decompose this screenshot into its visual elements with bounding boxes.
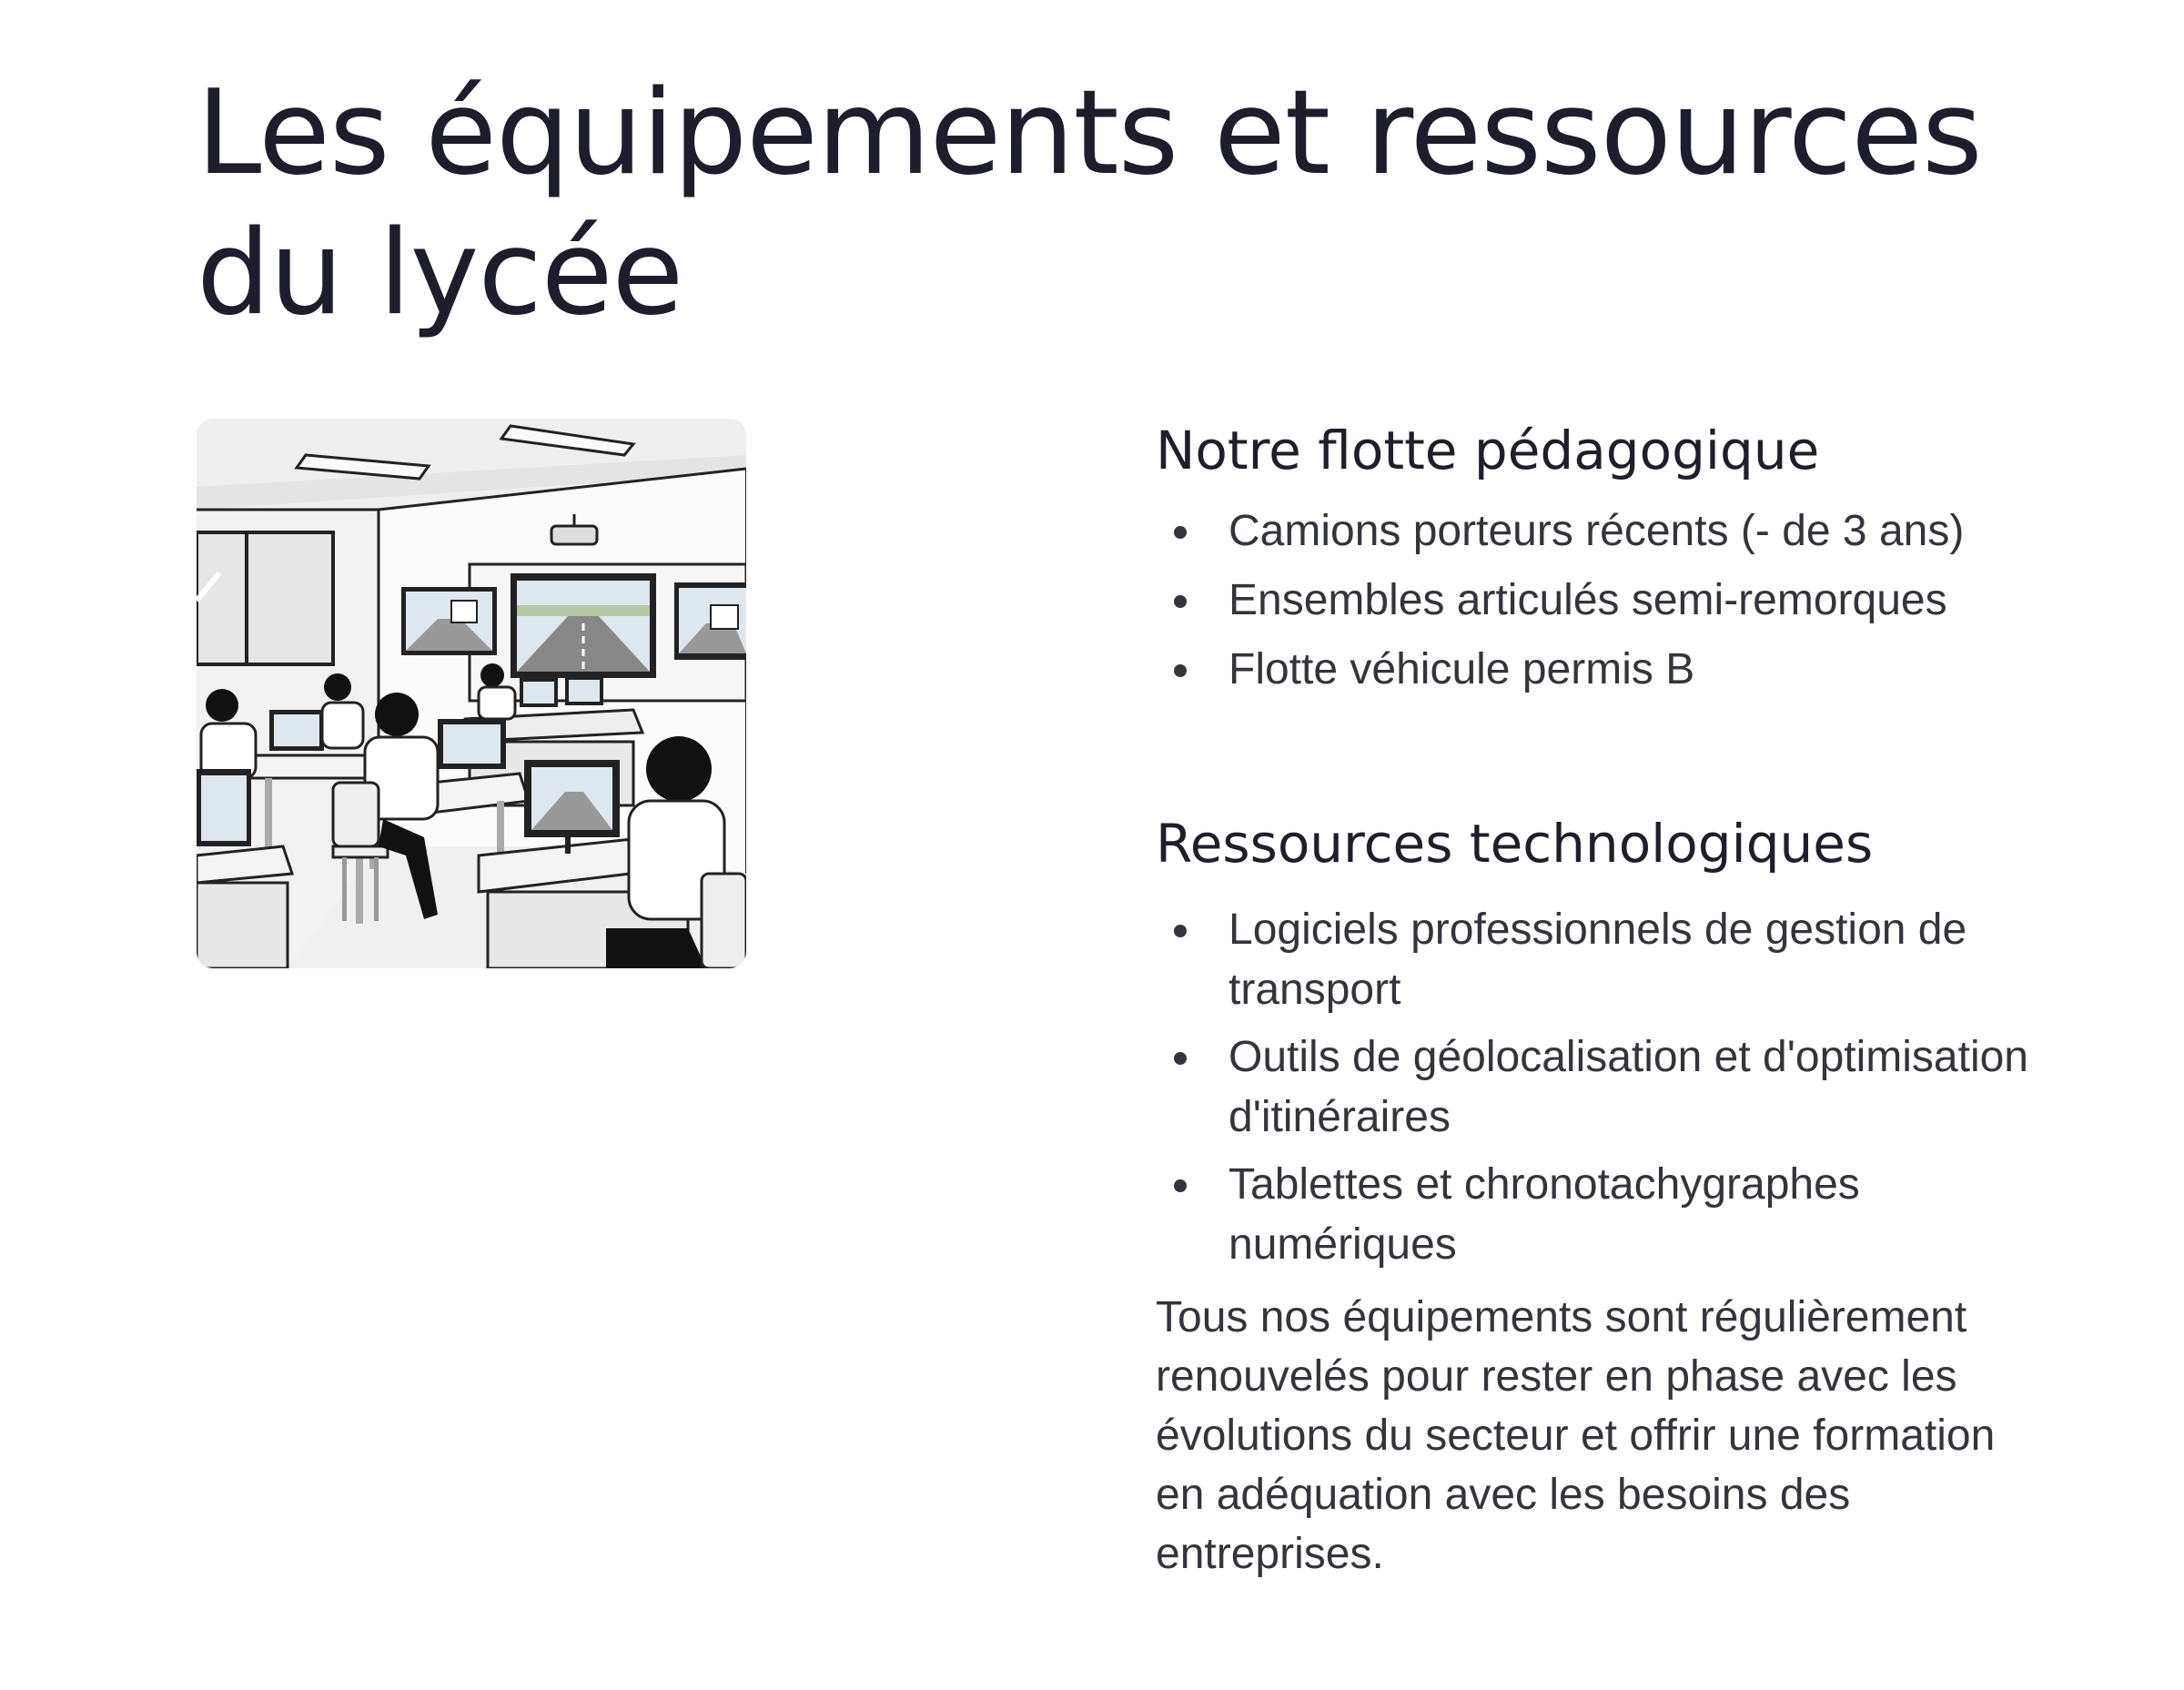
closing-paragraph: Tous nos équipements sont régulièrement renouvelés pour rester en phase avec les évolutions du secteur et offrir une formation en adéquation avec les besoins des entreprises. xyxy=(1156,1293,1996,1578)
tech-section xyxy=(1156,807,2029,1584)
list-item-text: Ensembles articulés semi-remorques xyxy=(1228,576,1947,624)
list-item-text: Logiciels professionnels de gestion de transport xyxy=(1228,906,1967,1014)
bullet-icon xyxy=(1174,526,1187,539)
equipment-details xyxy=(1156,414,2029,1584)
list-item-text: Tablettes et chronotachygraphes numériques xyxy=(1228,1160,1860,1269)
list-item xyxy=(1156,1027,2029,1148)
list-item-text: Outils de géolocalisation et d'optimisation d'itinéraires xyxy=(1228,1033,2028,1141)
tech-heading: Ressources technologiques xyxy=(1156,813,1874,875)
list-item xyxy=(1156,900,2029,1020)
tech-list xyxy=(1156,900,2029,1275)
fleet-heading: Notre flotte pédagogique xyxy=(1156,420,1820,481)
list-item xyxy=(1156,1155,2029,1275)
list-item xyxy=(1156,571,2029,631)
list-item-text: Camions porteurs récents (- de 3 ans) xyxy=(1228,507,1965,555)
fleet-list xyxy=(1156,501,2029,700)
classroom-illustration xyxy=(197,419,746,968)
page-title: Les équipements et ressources du lycée xyxy=(197,66,1982,341)
bullet-icon xyxy=(1174,1052,1187,1065)
bullet-icon xyxy=(1174,1179,1187,1192)
classroom-driving-simulators-illustration-icon xyxy=(197,419,746,968)
bullet-icon xyxy=(1174,664,1187,677)
bullet-icon xyxy=(1174,925,1187,937)
bullet-icon xyxy=(1174,595,1187,608)
list-item-text: Flotte véhicule permis B xyxy=(1228,645,1695,693)
list-item xyxy=(1156,501,2029,562)
list-item xyxy=(1156,640,2029,700)
fleet-section xyxy=(1156,414,2029,700)
